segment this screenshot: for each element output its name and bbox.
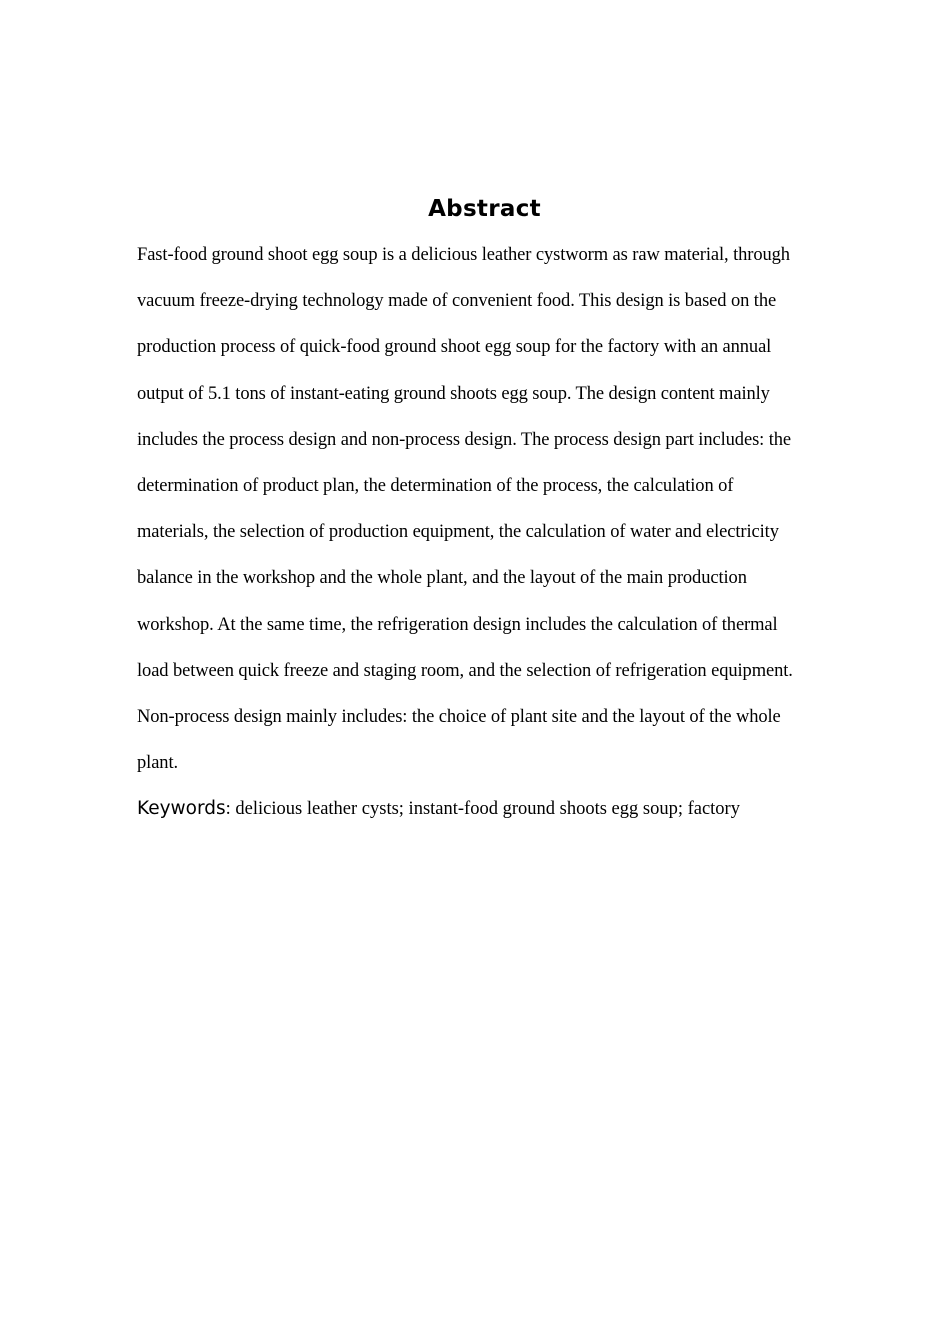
keywords-row xyxy=(137,786,832,833)
abstract-section xyxy=(137,192,832,833)
abstract-line: output of 5.1 tons of instant-eating ground shoots egg soup. The design content mainly xyxy=(137,383,770,404)
keywords-text: : delicious leather cysts; instant-food ground shoots egg soup; factory xyxy=(225,799,740,820)
page-title: Abstract xyxy=(428,196,541,222)
abstract-line: balance in the workshop and the whole plant, and the layout of the main production xyxy=(137,568,747,589)
abstract-line: production process of quick-food ground shoot egg soup for the factory with an annual xyxy=(137,337,772,358)
abstract-line: includes the process design and non-process design. The process design part includes: the xyxy=(137,429,792,450)
abstract-line: Non-process design mainly includes: the choice of plant site and the layout of the whole xyxy=(137,707,781,728)
abstract-line: load between quick freeze and staging room, and the selection of refrigeration equipment. xyxy=(137,660,793,681)
abstract-line: Fast-food ground shoot egg soup is a delicious leather cystworm as raw material, through xyxy=(137,245,790,265)
keywords-label: Keywords xyxy=(137,798,226,820)
abstract-line: plant. xyxy=(137,753,179,774)
abstract-line: vacuum freeze-drying technology made of convenient food. This design is based on the xyxy=(137,291,777,312)
abstract-body xyxy=(137,232,832,786)
abstract-line: materials, the selection of production equipment, the calculation of water and electricity xyxy=(137,522,779,543)
abstract-line: determination of product plan, the determination of the process, the calculation of xyxy=(137,476,734,497)
abstract-line: workshop. At the same time, the refrigeration design includes the calculation of thermal xyxy=(137,614,778,635)
